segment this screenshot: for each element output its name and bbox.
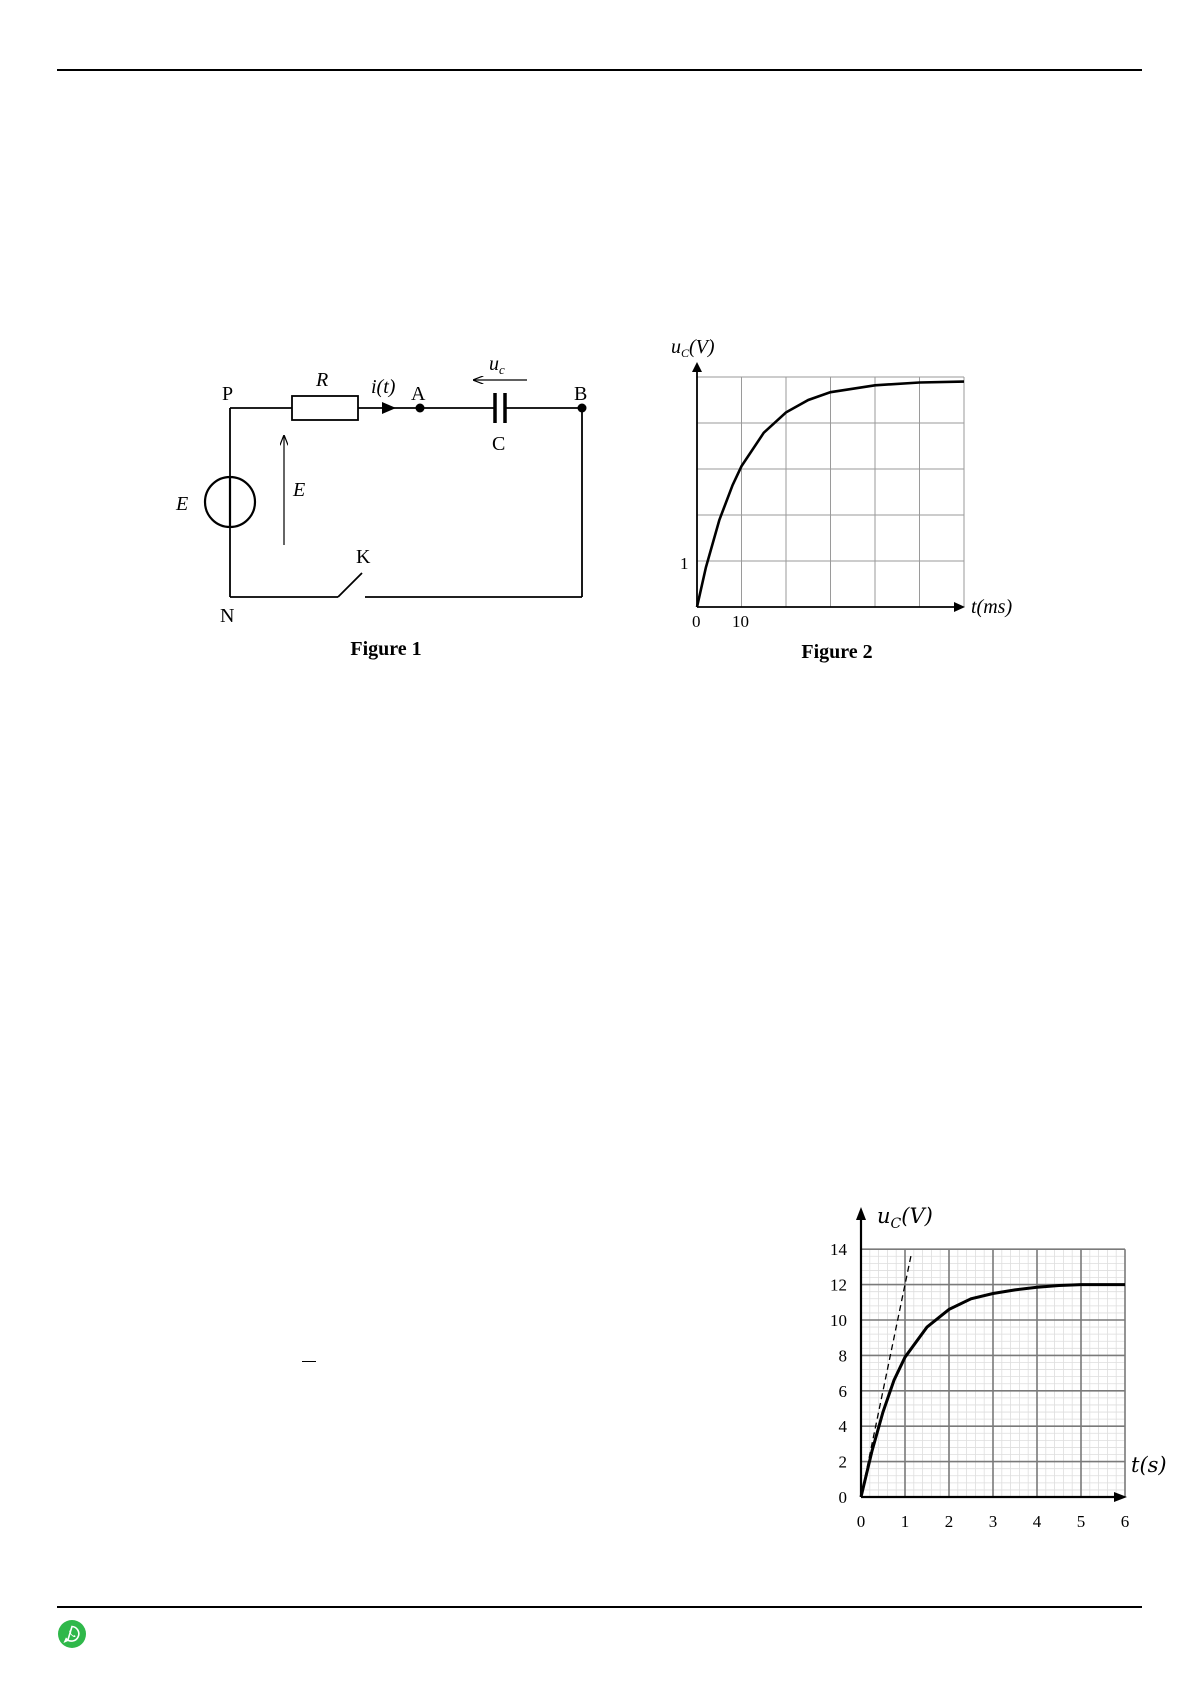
label-c: C	[492, 433, 506, 455]
figure3-y-arrow-icon	[856, 1207, 866, 1220]
figure2-y-label: $u_C(V)$	[671, 336, 715, 360]
figure1-caption: Figure 1	[350, 638, 422, 660]
label-k: K	[356, 546, 371, 568]
figure3-y-tick-label: 10	[830, 1311, 847, 1330]
figure3-y-label: $u_C(V)$	[877, 1204, 933, 1232]
figure3-x-label: t(s)	[1131, 1453, 1167, 1477]
figure2-tick-y-1: 1	[680, 554, 689, 573]
minus-sign	[302, 1361, 316, 1362]
figure3-x-tick-label: 0	[856, 1512, 866, 1531]
figure3-major-grid	[861, 1249, 1125, 1497]
label-b: B	[574, 383, 588, 405]
figure3-y-tick-label: 0	[838, 1488, 847, 1507]
figure3-y-tick-label: 4	[838, 1417, 847, 1437]
label-current: i(t)	[371, 376, 396, 398]
figure3-x-tick-label: 6	[1120, 1512, 1130, 1531]
figure3-y-tick-label: 14	[830, 1240, 847, 1260]
figure2-tick-x-10: 10	[732, 612, 749, 631]
label-uc: $u_c$	[489, 353, 505, 377]
figure3-x-tick-label: 4	[1032, 1512, 1042, 1531]
whatsapp-icon[interactable]	[58, 1620, 86, 1648]
figure3-y-tick-label: 12	[830, 1275, 847, 1295]
label-n: N	[220, 605, 235, 627]
figure3-x-ticks	[857, 1512, 1130, 1531]
figure3-x-tick-label: 1	[900, 1512, 910, 1531]
label-p: P	[222, 383, 234, 405]
label-e-source: E	[176, 493, 189, 515]
figure2-caption: Figure 2	[801, 641, 873, 663]
figure3-x-tick-label: 5	[1076, 1512, 1086, 1531]
figure3-y-ticks	[830, 1240, 848, 1507]
figure2-x-label: t(ms)	[971, 596, 1013, 618]
label-r: R	[316, 369, 329, 391]
figure2-tick-x-0: 0	[692, 612, 701, 631]
label-e-arrow: E	[293, 479, 306, 501]
figure3-y-tick-label: 2	[838, 1452, 847, 1472]
figure3-x-tick-label: 3	[988, 1512, 998, 1531]
figure3-y-tick-label: 6	[838, 1381, 847, 1401]
figure3-y-tick-label: 8	[838, 1346, 847, 1366]
label-a: A	[411, 383, 426, 405]
figure3-x-tick-label: 2	[944, 1512, 954, 1531]
